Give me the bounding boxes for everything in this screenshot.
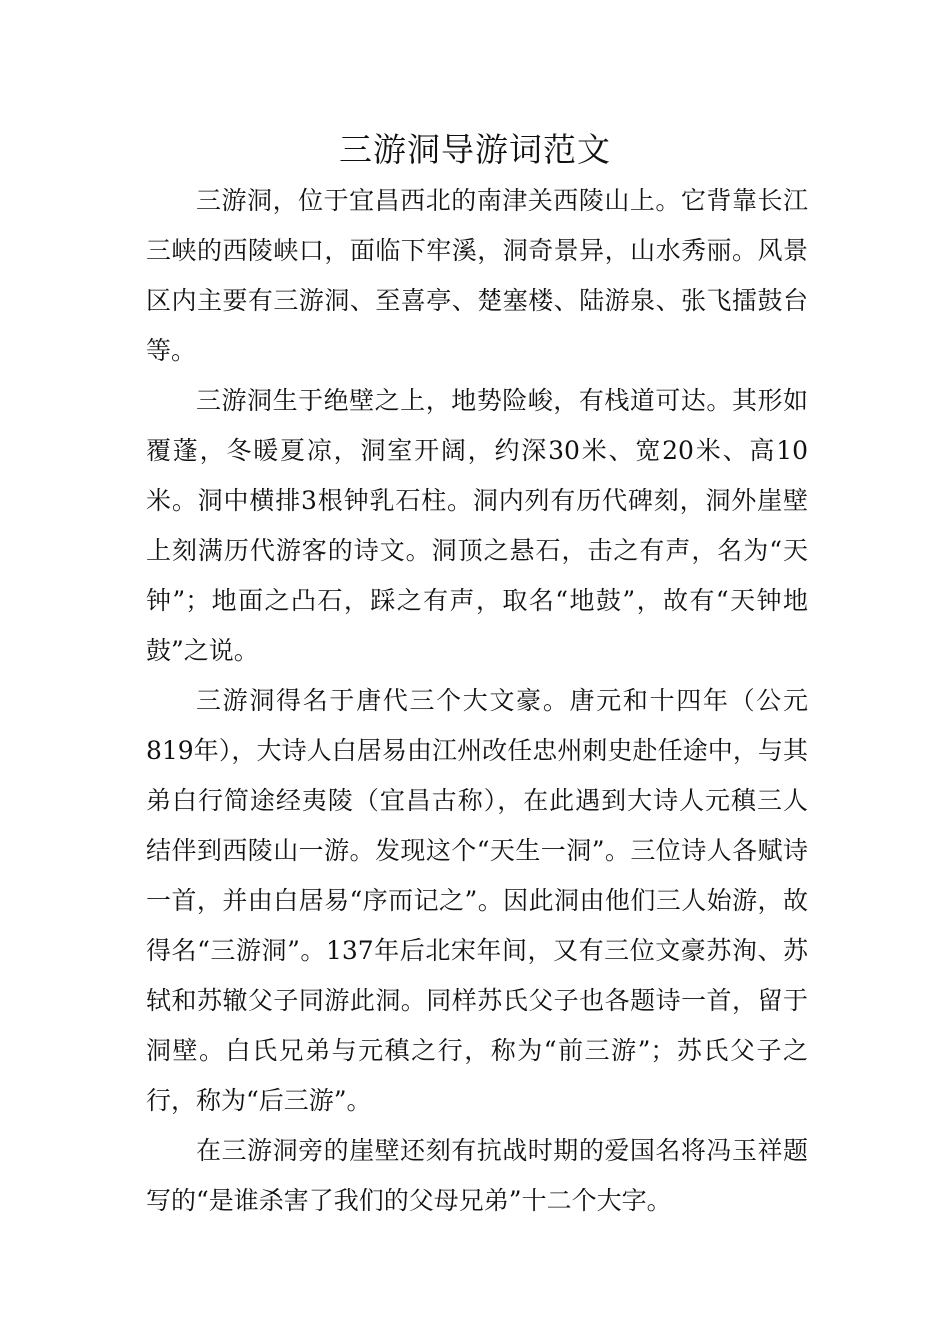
document-body xyxy=(146,176,808,1226)
paragraph-1: 三游洞，位于宜昌西北的南津关西陵山上。它背靠长江三峡的西陵峡口，面临下牢溪，洞奇景异，山水秀丽。风景区内主要有三游洞、至喜亭、楚塞楼、陆游泉、张飞擂鼓台等。 xyxy=(146,186,808,365)
paragraph-4: 在三游洞旁的崖壁还刻有抗战时期的爱国名将冯玉祥题写的“是谁杀害了我们的父母兄弟”十二个大字。 xyxy=(146,1136,808,1215)
paragraph-2: 三游洞生于绝壁之上，地势险峻，有栈道可达。其形如覆蓬，冬暖夏凉，洞室开阔，约深30米、宽20米、高10米。洞中横排3根钟乳石柱。洞内列有历代碑刻，洞外崖壁上刻满历代游客的诗文。洞顶之悬石，击之有声，名为“天钟”；地面之凸石，踩之有声，取名“地鼓”，故有“天钟地鼓”之说。 xyxy=(146,386,808,665)
document-title: 三游洞导游词范文 xyxy=(339,130,611,169)
paragraph-3: 三游洞得名于唐代三个大文豪。唐元和十四年（公元819年），大诗人白居易由江州改任忠州刺史赴任途中，与其弟白行简途经夷陵（宜昌古称），在此遇到大诗人元稹三人结伴到西陵山一游。发现这个“天生一洞”。三位诗人各赋诗一首，并由白居易“序而记之”。因此洞由他们三人始游，故得名“三游洞”。137年后北宋年间，又有三位文豪苏洵、苏轼和苏辙父子同游此洞。同样苏氏父子也各题诗一首，留于洞壁。白氏兄弟与元稹之行，称为“前三游”；苏氏父子之行，称为“后三游”。 xyxy=(146,686,808,1115)
